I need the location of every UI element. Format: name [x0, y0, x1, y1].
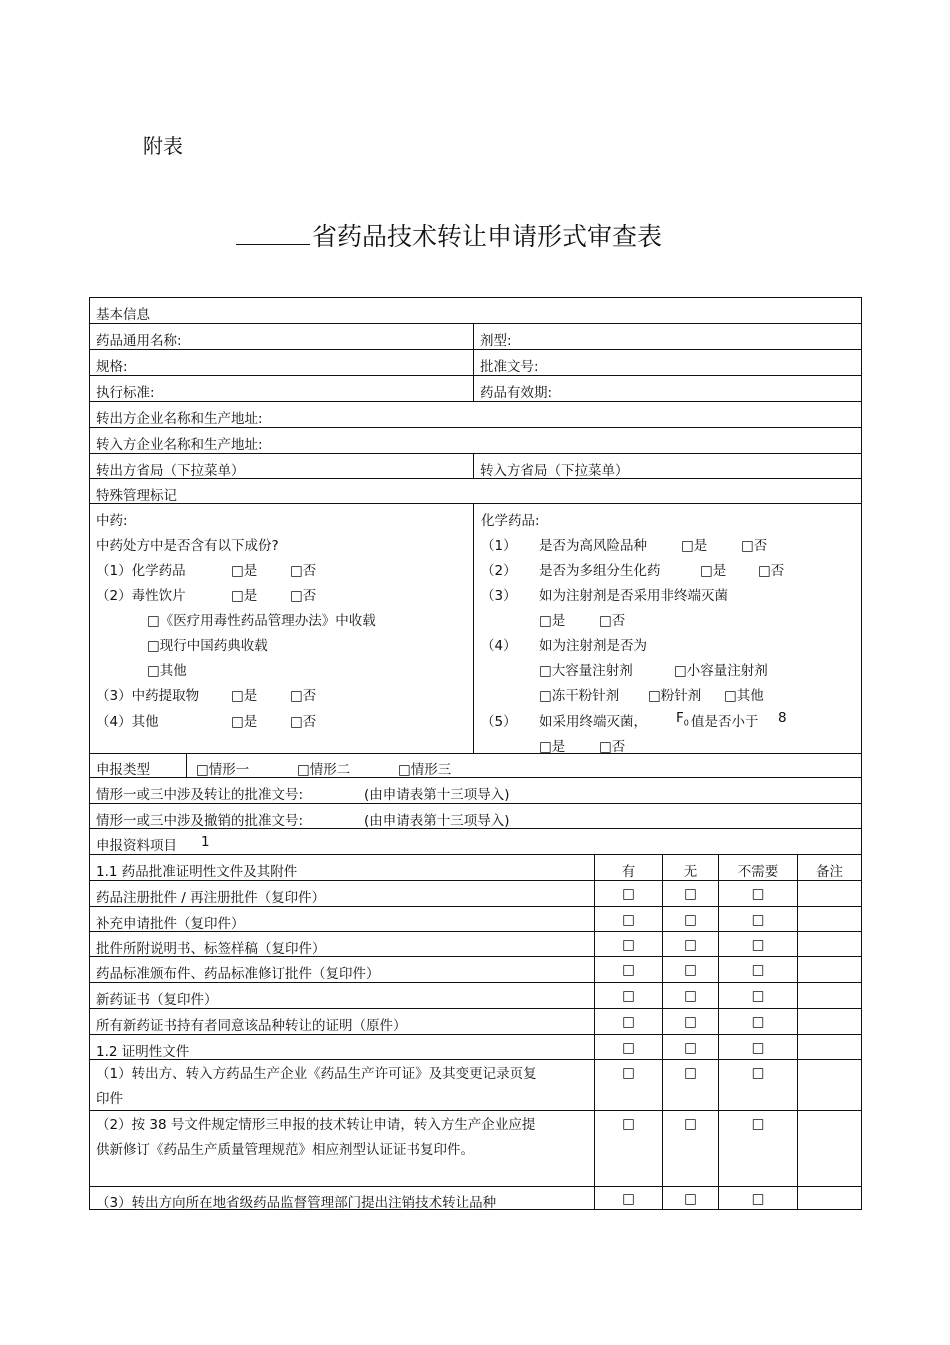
chem-q1-no[interactable]: □否: [741, 538, 768, 554]
material-row: （3）转出方向所在地省级药品监督管理部门提出注销技术转让品种 □ □ □: [90, 1187, 861, 1210]
remark-cell[interactable]: [797, 1060, 861, 1110]
special-header: 特殊管理标记: [90, 479, 861, 504]
row-standard: [90, 376, 861, 402]
tcm-chem-yes[interactable]: □是: [231, 563, 258, 579]
title-text: 省药品技术转让申请形式审查表: [312, 222, 663, 251]
remark-cell[interactable]: [797, 932, 861, 956]
has-checkbox[interactable]: □: [594, 1035, 662, 1059]
special-block: [90, 504, 861, 754]
dosage-form-field[interactable]: 剂型:: [473, 324, 861, 349]
transferor-field[interactable]: 转出方企业名称和生产地址:: [96, 411, 263, 427]
row-generic-name: [90, 324, 861, 350]
has-checkbox[interactable]: □: [594, 1009, 662, 1034]
none-checkbox[interactable]: □: [662, 1060, 718, 1110]
chem-q5-yes[interactable]: □是: [539, 739, 566, 753]
has-checkbox[interactable]: □: [594, 907, 662, 931]
standard-field[interactable]: 执行标准:: [96, 385, 155, 401]
tcm-chem-no[interactable]: □否: [290, 563, 317, 579]
type-option-3[interactable]: □情形三: [398, 762, 452, 777]
not-needed-checkbox[interactable]: □: [718, 957, 797, 982]
tcm-toxic-no[interactable]: □否: [290, 588, 317, 604]
remark-cell[interactable]: [797, 907, 861, 931]
chem-q2-no[interactable]: □否: [758, 563, 785, 579]
chem-q2-yes[interactable]: □是: [700, 563, 727, 579]
toxic-opt-regulation[interactable]: □《医疗用毒性药品管理办法》中收载: [147, 613, 376, 629]
chem-q4-small[interactable]: □小容量注射剂: [674, 663, 768, 679]
material-row: 补充申请批件（复印件） □ □ □: [90, 907, 861, 932]
row-bureau: [90, 454, 861, 479]
not-needed-checkbox[interactable]: □: [718, 881, 797, 906]
chem-q4-other[interactable]: □其他: [724, 688, 764, 704]
chem-q4-powder[interactable]: □粉针剂: [648, 688, 702, 704]
none-checkbox[interactable]: □: [662, 957, 718, 982]
has-checkbox[interactable]: □: [594, 1187, 662, 1210]
in-bureau-dropdown[interactable]: 转入方省局（下拉菜单）: [473, 454, 861, 478]
remark-cell[interactable]: [797, 957, 861, 982]
tcm-extract-yes[interactable]: □是: [231, 688, 258, 704]
remark-cell[interactable]: [797, 983, 861, 1008]
chem-section: 化学药品: （1） 是否为高风险品种 □是 □否 （2） 是否为多组分生化药 □是 □否 （3） 如为注射剂是否采用非终端灭菌 □是 □否 （4） 如为注射剂是否为 □大容量注射剂 □小容量注射剂 □冻干粉针剂 □粉针剂 □其他 （5） 如采用终端灭菌， $F_0$ 值是否小于 8 □是 □否: [473, 504, 861, 753]
has-checkbox[interactable]: □: [594, 932, 662, 956]
chem-q1-yes[interactable]: □是: [681, 538, 708, 554]
tcm-extract-no[interactable]: □否: [290, 688, 317, 704]
tcm-other-no[interactable]: □否: [290, 714, 317, 730]
not-needed-checkbox[interactable]: □: [718, 907, 797, 931]
review-form: [89, 297, 862, 1210]
row-spec: [90, 350, 861, 376]
row-transferee: [90, 428, 861, 454]
tcm-section: 中药: 中药处方中是否含有以下成份? （1）化学药品 □是 □否 （2）毒性饮片 □是 □否 □《医疗用毒性药品管理办法》中收载 □现行中国药典收载 □其他 （3）中药提取物 □是 □否 （4）其他 □是 □否: [96, 513, 376, 730]
remark-cell[interactable]: [797, 1009, 861, 1034]
not-needed-checkbox[interactable]: □: [718, 1035, 797, 1059]
has-checkbox[interactable]: □: [594, 1111, 662, 1186]
none-checkbox[interactable]: □: [662, 1035, 718, 1059]
chem-q5-no[interactable]: □否: [599, 739, 626, 753]
revoke-approval-row: 情形一或三中涉及撤销的批准文号: (由申请表第十三项导入): [90, 804, 861, 829]
remark-cell[interactable]: [797, 881, 861, 906]
material-row: 批件所附说明书、标签样稿（复印件） □ □ □: [90, 932, 861, 957]
chem-q3-no[interactable]: □否: [599, 613, 626, 629]
not-needed-checkbox[interactable]: □: [718, 932, 797, 956]
annex-label: 附表: [143, 134, 183, 158]
transferee-field[interactable]: 转入方企业名称和生产地址:: [96, 437, 263, 453]
chem-q3-yes[interactable]: □是: [539, 613, 566, 629]
none-checkbox[interactable]: □: [662, 1187, 718, 1210]
row-transferor: [90, 402, 861, 428]
transfer-approval-row: 情形一或三中涉及转让的批准文号: (由申请表第十三项导入): [90, 778, 861, 804]
type-option-1[interactable]: □情形一: [196, 762, 250, 777]
remark-cell[interactable]: [797, 1187, 861, 1210]
none-checkbox[interactable]: □: [662, 932, 718, 956]
remark-cell[interactable]: [797, 1035, 861, 1059]
not-needed-checkbox[interactable]: □: [718, 1009, 797, 1034]
out-bureau-dropdown[interactable]: 转出方省局（下拉菜单）: [96, 463, 245, 478]
tcm-other-yes[interactable]: □是: [231, 714, 258, 730]
material-row: 药品标准颁布件、药品标准修订批件（复印件） □ □ □: [90, 957, 861, 983]
material-row: （1）转出方、转入方药品生产企业《药品生产许可证》及其变更记录页复印件 □ □ □: [90, 1060, 861, 1111]
generic-name-field[interactable]: 药品通用名称:: [96, 333, 182, 349]
type-option-2[interactable]: □情形二: [297, 762, 351, 777]
material-row: 所有新药证书持有者同意该品种转让的证明（原件） □ □ □: [90, 1009, 861, 1035]
materials-header-row: 1.1 药品批准证明性文件及其附件 有 无 不需要 备注: [90, 855, 861, 881]
none-checkbox[interactable]: □: [662, 1111, 718, 1186]
remark-cell[interactable]: [797, 1111, 861, 1186]
none-checkbox[interactable]: □: [662, 983, 718, 1008]
transfer-approval-field[interactable]: (由申请表第十三项导入): [364, 787, 510, 803]
not-needed-checkbox[interactable]: □: [718, 1187, 797, 1210]
items-header-row: 申报资料项目 1: [90, 829, 861, 855]
province-blank[interactable]: [236, 222, 310, 245]
has-checkbox[interactable]: □: [594, 1060, 662, 1110]
has-checkbox[interactable]: □: [594, 881, 662, 906]
material-row: 新药证书（复印件） □ □ □: [90, 983, 861, 1009]
toxic-opt-pharmacopoeia[interactable]: □现行中国药典收载: [147, 638, 268, 654]
has-checkbox[interactable]: □: [594, 983, 662, 1008]
chem-q4-large[interactable]: □大容量注射剂: [539, 663, 633, 679]
not-needed-checkbox[interactable]: □: [718, 983, 797, 1008]
chem-q4-lyophilized[interactable]: □冻干粉针剂: [539, 688, 620, 704]
basic-info-header: 基本信息: [90, 298, 861, 324]
spec-field[interactable]: 规格:: [96, 359, 128, 375]
tcm-toxic-yes[interactable]: □是: [231, 588, 258, 604]
revoke-approval-field[interactable]: (由申请表第十三项导入): [364, 813, 510, 828]
material-row: （2）按 38 号文件规定情形三申报的技术转让申请，转入方生产企业应提供新修订《药品生产质量管理规范》相应剂型认证证书复印件。 □ □ □: [90, 1111, 861, 1187]
validity-field[interactable]: 药品有效期:: [473, 376, 861, 401]
none-checkbox[interactable]: □: [662, 907, 718, 931]
material-row: 1.2 证明性文件 □ □ □: [90, 1035, 861, 1060]
not-needed-checkbox[interactable]: □: [718, 1111, 797, 1186]
none-checkbox[interactable]: □: [662, 881, 718, 906]
declare-type-row: 申报类型 □情形一 □情形二 □情形三: [90, 754, 861, 778]
toxic-opt-other[interactable]: □其他: [147, 663, 187, 679]
not-needed-checkbox[interactable]: □: [718, 1060, 797, 1110]
page-title: [236, 217, 662, 253]
material-row: 药品注册批件 / 再注册批件（复印件） □ □ □: [90, 881, 861, 907]
none-checkbox[interactable]: □: [662, 1009, 718, 1034]
has-checkbox[interactable]: □: [594, 957, 662, 982]
approval-no-field[interactable]: 批准文号:: [473, 350, 861, 375]
f0-label: $F_0$: [676, 710, 689, 728]
